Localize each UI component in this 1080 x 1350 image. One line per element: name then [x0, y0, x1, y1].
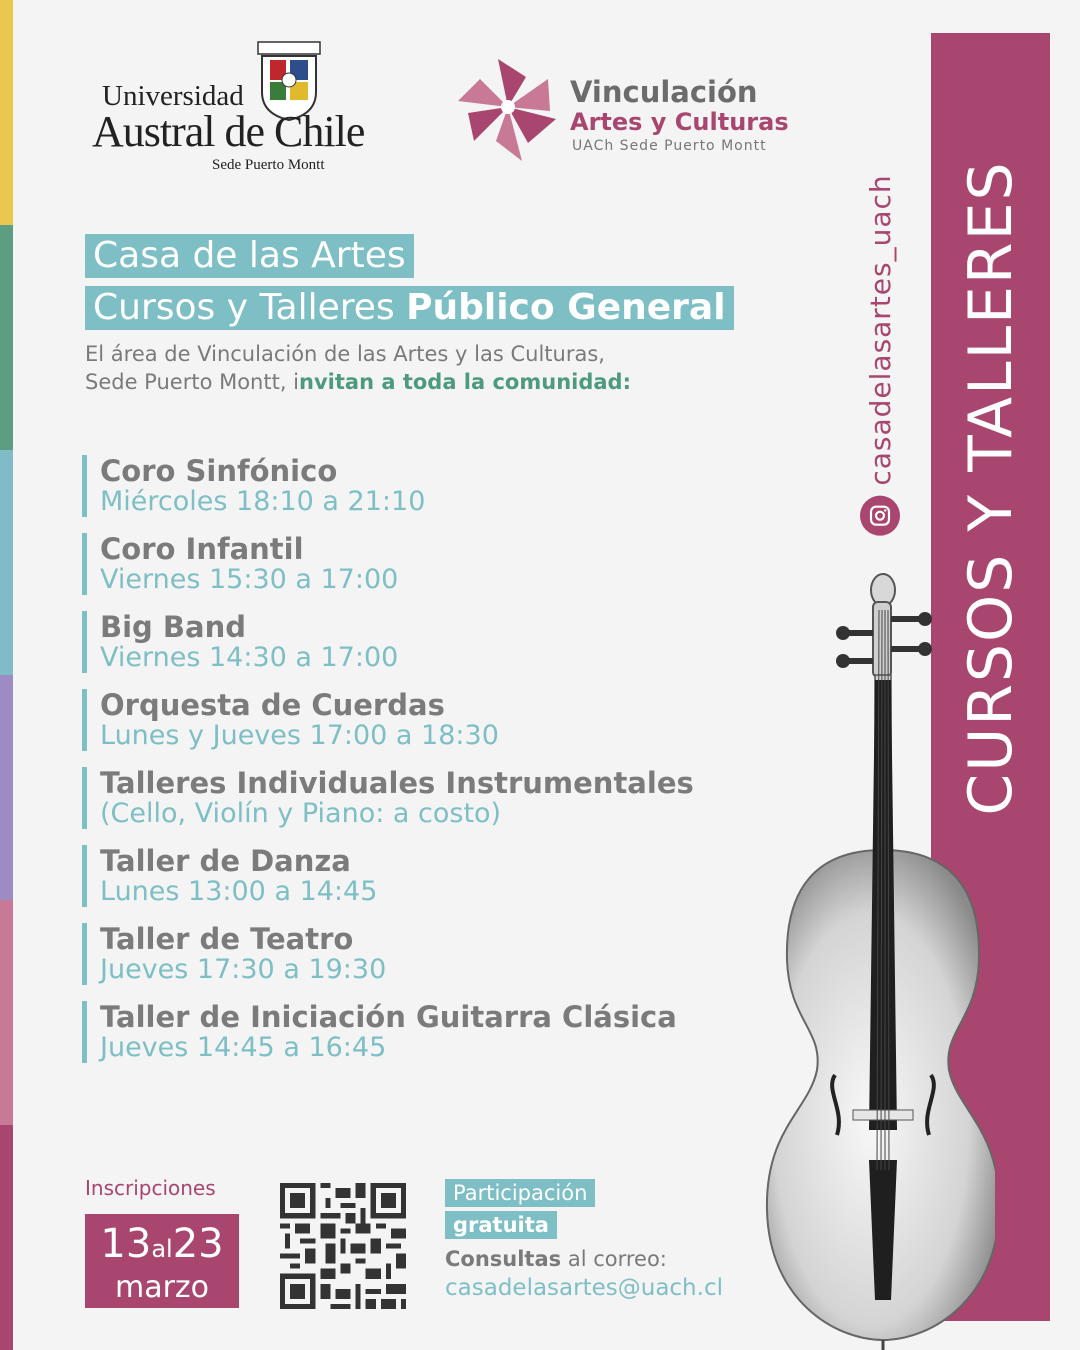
intro-highlight: nvitan a toda la comunidad:	[299, 370, 631, 394]
course-name: Big Band	[100, 610, 246, 644]
strip-purple	[0, 675, 13, 900]
intro-line2	[85, 368, 631, 396]
headline-line2-regular: Cursos y Talleres	[93, 287, 407, 328]
date-month: marzo	[114, 1270, 210, 1305]
course-item	[82, 689, 782, 751]
course-item	[82, 923, 782, 985]
course-schedule: Lunes 13:00 a 14:45	[100, 876, 378, 907]
date-to: 23	[172, 1221, 224, 1267]
strip-magenta	[0, 1125, 13, 1350]
color-strip	[0, 0, 13, 1350]
qr-code[interactable]	[279, 1183, 407, 1309]
strip-yellow	[0, 0, 13, 225]
intro-line1: El área de Vinculación de las Artes y las Culturas,	[85, 342, 605, 366]
headline-line1: Casa de las Artes	[85, 234, 414, 278]
contact-label-rest: al correo:	[561, 1247, 667, 1271]
course-name: Orquesta de Cuerdas	[100, 688, 445, 722]
headline-line2	[85, 286, 734, 330]
contact-email[interactable]: casadelasartes@uach.cl	[445, 1275, 723, 1301]
registration-label: Inscripciones	[85, 1176, 216, 1200]
course-name: Taller de Danza	[100, 844, 351, 878]
uach-campus: Sede Puerto Montt	[212, 157, 325, 173]
course-schedule: Jueves 17:30 a 19:30	[100, 954, 387, 985]
course-name: Coro Infantil	[100, 532, 304, 566]
banner-title: CURSOS Y TALLERES	[955, 160, 1026, 816]
contact-label-bold: Consultas	[445, 1247, 562, 1271]
uach-name-line2: Austral de Chile	[92, 107, 365, 156]
course-name: Taller de Teatro	[100, 922, 354, 956]
vinculacion-campus: UACh Sede Puerto Montt	[572, 138, 767, 154]
course-schedule: Viernes 14:30 a 17:00	[100, 642, 399, 673]
uach-name-line1: Universidad	[102, 80, 244, 112]
strip-lightblue	[0, 450, 13, 675]
course-schedule: Viernes 15:30 a 17:00	[100, 564, 399, 595]
course-item	[82, 533, 782, 595]
participation-label: Participación	[445, 1179, 595, 1207]
course-schedule: Miércoles 18:10 a 21:10	[100, 486, 426, 517]
instagram-icon	[860, 496, 900, 536]
registration-dates	[85, 1214, 239, 1308]
date-range	[85, 1214, 239, 1273]
intro-line2-regular: Sede Puerto Montt, i	[85, 370, 300, 394]
uach-logo	[88, 40, 365, 180]
course-item	[82, 611, 782, 673]
strip-pink	[0, 900, 13, 1125]
contact-label	[445, 1247, 667, 1271]
vinculacion-logo	[450, 55, 810, 165]
pinwheel-icon	[450, 55, 560, 165]
vinculacion-subtitle: Artes y Culturas	[570, 108, 789, 136]
date-connector: al	[151, 1235, 173, 1263]
date-from: 13	[100, 1221, 152, 1267]
instagram-link[interactable]	[860, 174, 900, 535]
intro-text	[85, 340, 631, 396]
course-schedule: Lunes y Jueves 17:00 a 18:30	[100, 720, 499, 751]
course-item	[82, 1001, 782, 1063]
course-name: Coro Sinfónico	[100, 454, 338, 488]
headline-line2-bold: Público General	[406, 287, 726, 328]
course-schedule: Jueves 14:45 a 16:45	[100, 1032, 387, 1063]
participation-free: gratuita	[445, 1211, 557, 1239]
course-item	[82, 767, 782, 829]
instagram-handle: casadelasartes_uach	[863, 174, 897, 486]
course-name: Talleres Individuales Instrumentales	[100, 766, 694, 800]
strip-green	[0, 225, 13, 450]
course-item	[82, 845, 782, 907]
course-name: Taller de Iniciación Guitarra Clásica	[100, 1000, 677, 1034]
cello-illustration	[745, 570, 995, 1350]
course-item	[82, 455, 782, 517]
course-list	[82, 455, 782, 1079]
course-schedule: (Cello, Violín y Piano: a costo)	[100, 798, 502, 829]
vinculacion-title: Vinculación	[570, 75, 758, 109]
